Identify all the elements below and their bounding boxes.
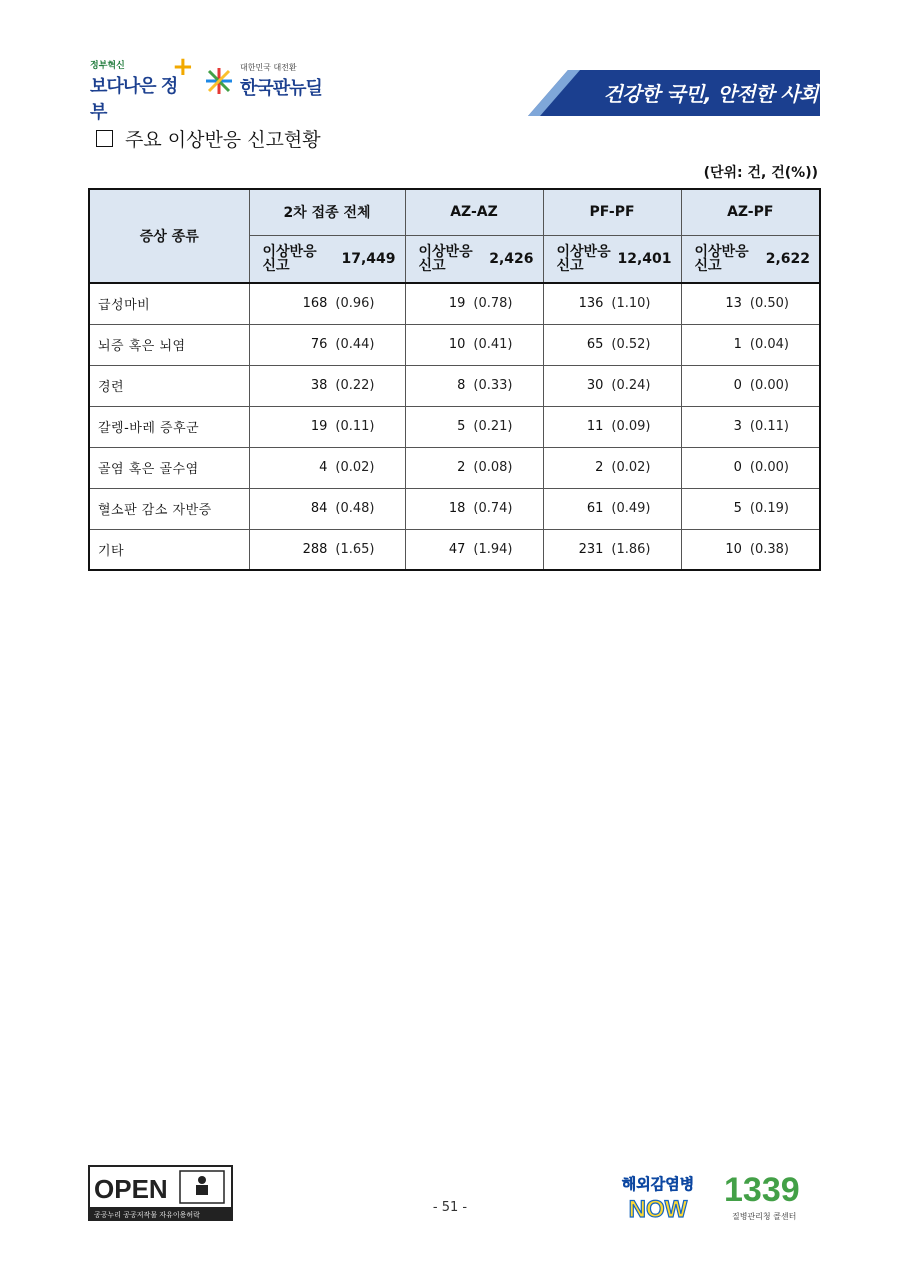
table-row [89, 447, 820, 488]
checkbox-square-icon [96, 130, 113, 147]
count-value: 65 [586, 337, 604, 352]
count-value: 13 [725, 296, 742, 312]
percent-value: (0.78) [473, 296, 513, 312]
count-cell [543, 365, 681, 406]
table-row [89, 283, 820, 324]
count-value: 2 [457, 460, 466, 475]
sub-label-line2: 신고 [556, 257, 584, 274]
count-cell [405, 365, 543, 406]
count-cell [405, 447, 543, 488]
percent-value: (0.33) [473, 378, 513, 393]
government-innovation-logo [90, 52, 194, 123]
count-value: 4 [319, 460, 328, 475]
count-cell [405, 488, 543, 529]
count-value: 168 [302, 296, 328, 312]
percent-value: (0.41) [473, 337, 513, 352]
count-cell [249, 529, 405, 570]
percent-value: (0.09) [611, 419, 651, 434]
now-logo-icon [612, 1165, 704, 1223]
symptom-name: 갈렝-바레 증후군 [89, 406, 249, 447]
count-cell [543, 324, 681, 365]
count-value: 30 [586, 378, 604, 393]
symptom-name: 급성마비 [89, 283, 249, 324]
count-cell [681, 365, 820, 406]
sub-label-line2: 신고 [418, 257, 446, 274]
count-value: 18 [448, 501, 466, 516]
symptom-name: 기타 [89, 529, 249, 570]
percent-value: (0.52) [611, 337, 651, 352]
count-value: 11 [586, 419, 604, 434]
percent-value: (0.96) [335, 296, 375, 312]
group-header: AZ-AZ [405, 189, 543, 235]
group-total-header [405, 235, 543, 283]
percent-value: (0.11) [749, 419, 789, 434]
table-row [89, 529, 820, 570]
percent-value: (0.02) [335, 460, 375, 475]
percent-value: (0.50) [749, 296, 789, 312]
count-value: 47 [448, 541, 466, 557]
open-logo-text: OPEN [94, 1174, 168, 1204]
table-row [89, 488, 820, 529]
table-row [89, 324, 820, 365]
page-header [0, 0, 900, 123]
group-total: 2,426 [489, 250, 534, 267]
symptom-name: 경련 [89, 365, 249, 406]
percent-value: (1.10) [611, 296, 651, 312]
count-cell [543, 447, 681, 488]
count-value: 3 [733, 419, 742, 434]
count-cell [405, 283, 543, 324]
symptom-name: 골염 혹은 골수염 [89, 447, 249, 488]
symptom-name: 뇌증 혹은 뇌염 [89, 324, 249, 365]
percent-value: (0.04) [749, 337, 789, 352]
open-logo-subtext: 공공누리 공공저작물 자유이용허락 [94, 1211, 200, 1219]
percent-value: (0.08) [473, 460, 513, 475]
count-value: 10 [448, 337, 466, 352]
count-value: 231 [578, 541, 604, 557]
count-cell [681, 488, 820, 529]
count-cell [681, 283, 820, 324]
plus-icon: + [172, 52, 194, 82]
count-value: 19 [310, 419, 328, 434]
count-cell [405, 406, 543, 447]
count-cell [249, 447, 405, 488]
now-logo-bottom-text: NOW [628, 1196, 688, 1223]
percent-value: (0.00) [749, 460, 789, 475]
hotline-label: 질병관리청 콜센터 [732, 1212, 797, 1221]
sub-label-line2: 신고 [694, 257, 722, 274]
hotline-number: 1339 [724, 1171, 800, 1209]
percent-value: (0.11) [335, 419, 375, 434]
sub-label-line1: 이상반응 [556, 243, 611, 260]
count-value: 76 [310, 337, 328, 352]
count-value: 0 [733, 460, 742, 475]
group-total-header [543, 235, 681, 283]
percent-value: (0.74) [473, 501, 513, 516]
slogan-banner [528, 70, 820, 116]
sub-label-line1: 이상반응 [262, 243, 317, 260]
count-cell [543, 283, 681, 324]
sub-label-line1: 이상반응 [418, 243, 473, 260]
count-cell [405, 324, 543, 365]
group-header: PF-PF [543, 189, 681, 235]
sub-label-line2: 신고 [262, 257, 290, 274]
count-value: 8 [457, 378, 466, 393]
gov-logo-small-text: 정부혁신 [90, 61, 125, 71]
group-total-header [249, 235, 405, 283]
percent-value: (0.38) [749, 541, 789, 557]
count-cell [249, 406, 405, 447]
group-total: 17,449 [341, 250, 396, 267]
overseas-infection-now-logo [612, 1165, 704, 1223]
table-row [89, 365, 820, 406]
count-cell [681, 324, 820, 365]
count-cell [543, 529, 681, 570]
percent-value: (0.49) [611, 501, 651, 516]
unit-label: (단위: 건, 건(%)) [703, 165, 818, 181]
percent-value: (0.02) [611, 460, 651, 475]
count-value: 38 [310, 378, 328, 393]
count-cell [681, 406, 820, 447]
percent-value: (0.19) [749, 501, 789, 516]
count-value: 10 [725, 541, 742, 557]
percent-value: (0.24) [611, 378, 651, 393]
percent-value: (0.44) [335, 337, 375, 352]
count-value: 19 [448, 296, 466, 312]
group-header: AZ-PF [681, 189, 820, 235]
group-total: 12,401 [617, 250, 672, 267]
percent-value: (1.65) [335, 541, 375, 557]
count-cell [249, 488, 405, 529]
now-logo-top-text: 해외감염병 [621, 1175, 695, 1193]
count-value: 288 [302, 541, 328, 557]
hotline-1339-icon [722, 1165, 820, 1223]
count-cell [681, 447, 820, 488]
count-value: 84 [310, 501, 328, 516]
symptom-name: 혈소판 감소 자반증 [89, 488, 249, 529]
count-value: 5 [733, 501, 742, 516]
table-row [89, 406, 820, 447]
count-value: 2 [595, 460, 604, 475]
group-total: 2,622 [765, 250, 810, 267]
section-title [96, 125, 321, 152]
percent-value: (1.86) [611, 541, 651, 557]
count-value: 136 [578, 296, 604, 312]
slogan-text: 건강한 국민, 안전한 사회 [603, 82, 818, 106]
gov-logo-main-text: 보다나은 정부 [90, 76, 178, 123]
count-cell [249, 324, 405, 365]
percent-value: (0.00) [749, 378, 789, 393]
korean-new-deal-logo [204, 62, 334, 102]
new-deal-small-text: 대한민국 대전환 [240, 63, 297, 72]
count-value: 5 [457, 419, 466, 434]
count-cell [543, 406, 681, 447]
adverse-reaction-table [88, 188, 821, 571]
sub-label-line1: 이상반응 [694, 243, 749, 260]
percent-value: (1.94) [473, 541, 513, 557]
page-number: - 51 - [432, 1200, 468, 1215]
group-total-header [681, 235, 820, 283]
new-deal-star-icon [204, 66, 234, 96]
new-deal-main-text: 한국판뉴딜 [240, 78, 322, 99]
count-value: 1 [733, 337, 742, 352]
count-value: 0 [733, 378, 742, 393]
kdca-1339-logo [722, 1165, 820, 1223]
count-cell [249, 283, 405, 324]
percent-value: (0.22) [335, 378, 375, 393]
percent-value: (0.48) [335, 501, 375, 516]
symptom-header: 증상 종류 [89, 189, 249, 283]
count-cell [543, 488, 681, 529]
count-cell [681, 529, 820, 570]
group-header: 2차 접종 전체 [249, 189, 405, 235]
count-cell [249, 365, 405, 406]
count-value: 61 [586, 501, 604, 516]
section-title-text: 주요 이상반응 신고현황 [125, 129, 321, 151]
count-cell [405, 529, 543, 570]
percent-value: (0.21) [473, 419, 513, 434]
